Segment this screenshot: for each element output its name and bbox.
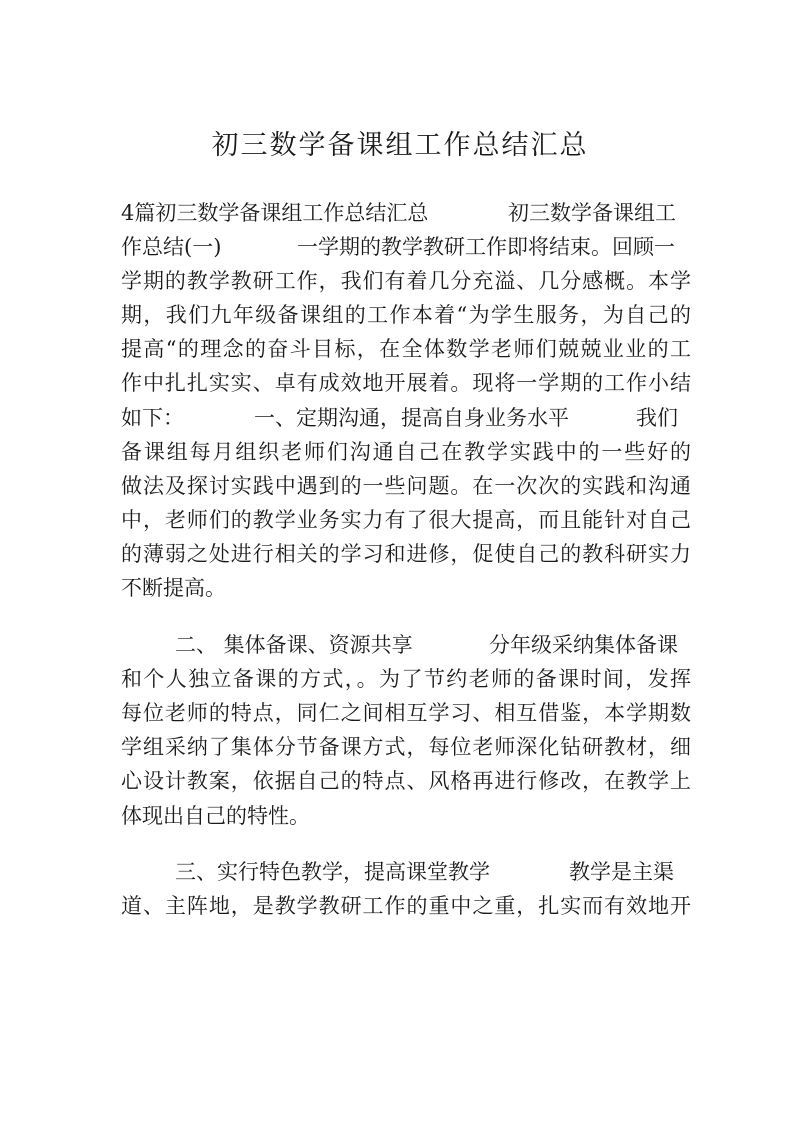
text-line — [121, 571, 691, 605]
text-line — [121, 730, 691, 764]
text-segment: 作中扎扎实实、卓有成效地开展着。现将一学期的工作小结 — [121, 371, 692, 395]
text-line — [121, 628, 691, 662]
text-segment: 做法及探讨实践中遇到的一些问题。在一次次的实践和沟通 — [121, 474, 692, 498]
text-segment: 不断提高。 — [121, 576, 226, 600]
text-segment: 期，我们九年级备课组的工作本着“为学生服务，为自己的 — [121, 303, 693, 327]
text-segment: 提高“的理念的奋斗目标，在全体数学老师们兢兢业业的工 — [121, 337, 693, 361]
text-line — [121, 662, 691, 696]
text-segment: 和个人独立备课的方式，。为了节约老师的备课时间，发挥 — [121, 667, 693, 691]
text-line — [121, 855, 691, 889]
text-line — [121, 196, 691, 230]
text-segment: 作总结(一) — [121, 235, 222, 259]
document-title: 初三数学备课组工作总结汇总 — [211, 130, 589, 161]
text-segment: 一学期的教学教研工作即将结束。回顾一 — [297, 235, 675, 259]
text-line — [121, 264, 691, 298]
text-segment: 初三数学备课组工 — [508, 201, 676, 225]
text-line — [121, 401, 691, 435]
text-line — [121, 764, 691, 798]
text-segment: 每位老师的特点，同仁之间相互学习、相互借鉴，本学期数 — [121, 701, 692, 725]
text-line — [121, 503, 691, 537]
text-segment: 如下： — [121, 406, 184, 430]
text-line — [121, 696, 691, 730]
text-segment: 的薄弱之处进行相关的学习和进修，促使自己的教科研实力 — [121, 542, 692, 566]
text-segment: 中，老师们的教学业务实力有了很大提高，而且能针对自己 — [121, 508, 692, 532]
text-segment: 学组采纳了集体分节备课方式，每位老师深化钻研教材，细 — [121, 735, 692, 759]
text-segment: 备课组每月组织老师们沟通自己在教学实践中的一些好的 — [121, 440, 693, 464]
text-line — [121, 298, 691, 332]
text-line — [121, 889, 691, 923]
text-line — [121, 469, 691, 503]
text-line — [121, 537, 691, 571]
text-segment: 教学是主渠 — [569, 860, 674, 884]
text-segment: 分年级采纳集体备课 — [489, 633, 678, 657]
text-segment: 学期的教学教研工作，我们有着几分充溢、几分感概。本学 — [121, 269, 692, 293]
text-segment: 道、主阵地，是教学教研工作的重中之重，扎实而有效地开 — [121, 894, 692, 918]
text-line — [121, 230, 691, 264]
text-segment: 体现出自己的特性。 — [121, 804, 310, 828]
text-segment: 一、定期沟通，提高自身业务水平 — [254, 406, 569, 430]
text-line — [121, 366, 691, 400]
text-segment: 心设计教案，依据自己的特点、风格再进行修改，在教学上 — [121, 769, 692, 793]
text-line — [121, 435, 691, 469]
text-line — [121, 799, 691, 833]
text-segment: 我们 — [636, 406, 678, 430]
text-segment: 4篇初三数学备课组工作总结汇总 — [121, 201, 429, 225]
text-segment: 二、 集体备课、资源共享 — [175, 633, 413, 657]
text-segment: 三、实行特色教学，提高课堂教学 — [175, 860, 490, 884]
text-line — [121, 332, 691, 366]
